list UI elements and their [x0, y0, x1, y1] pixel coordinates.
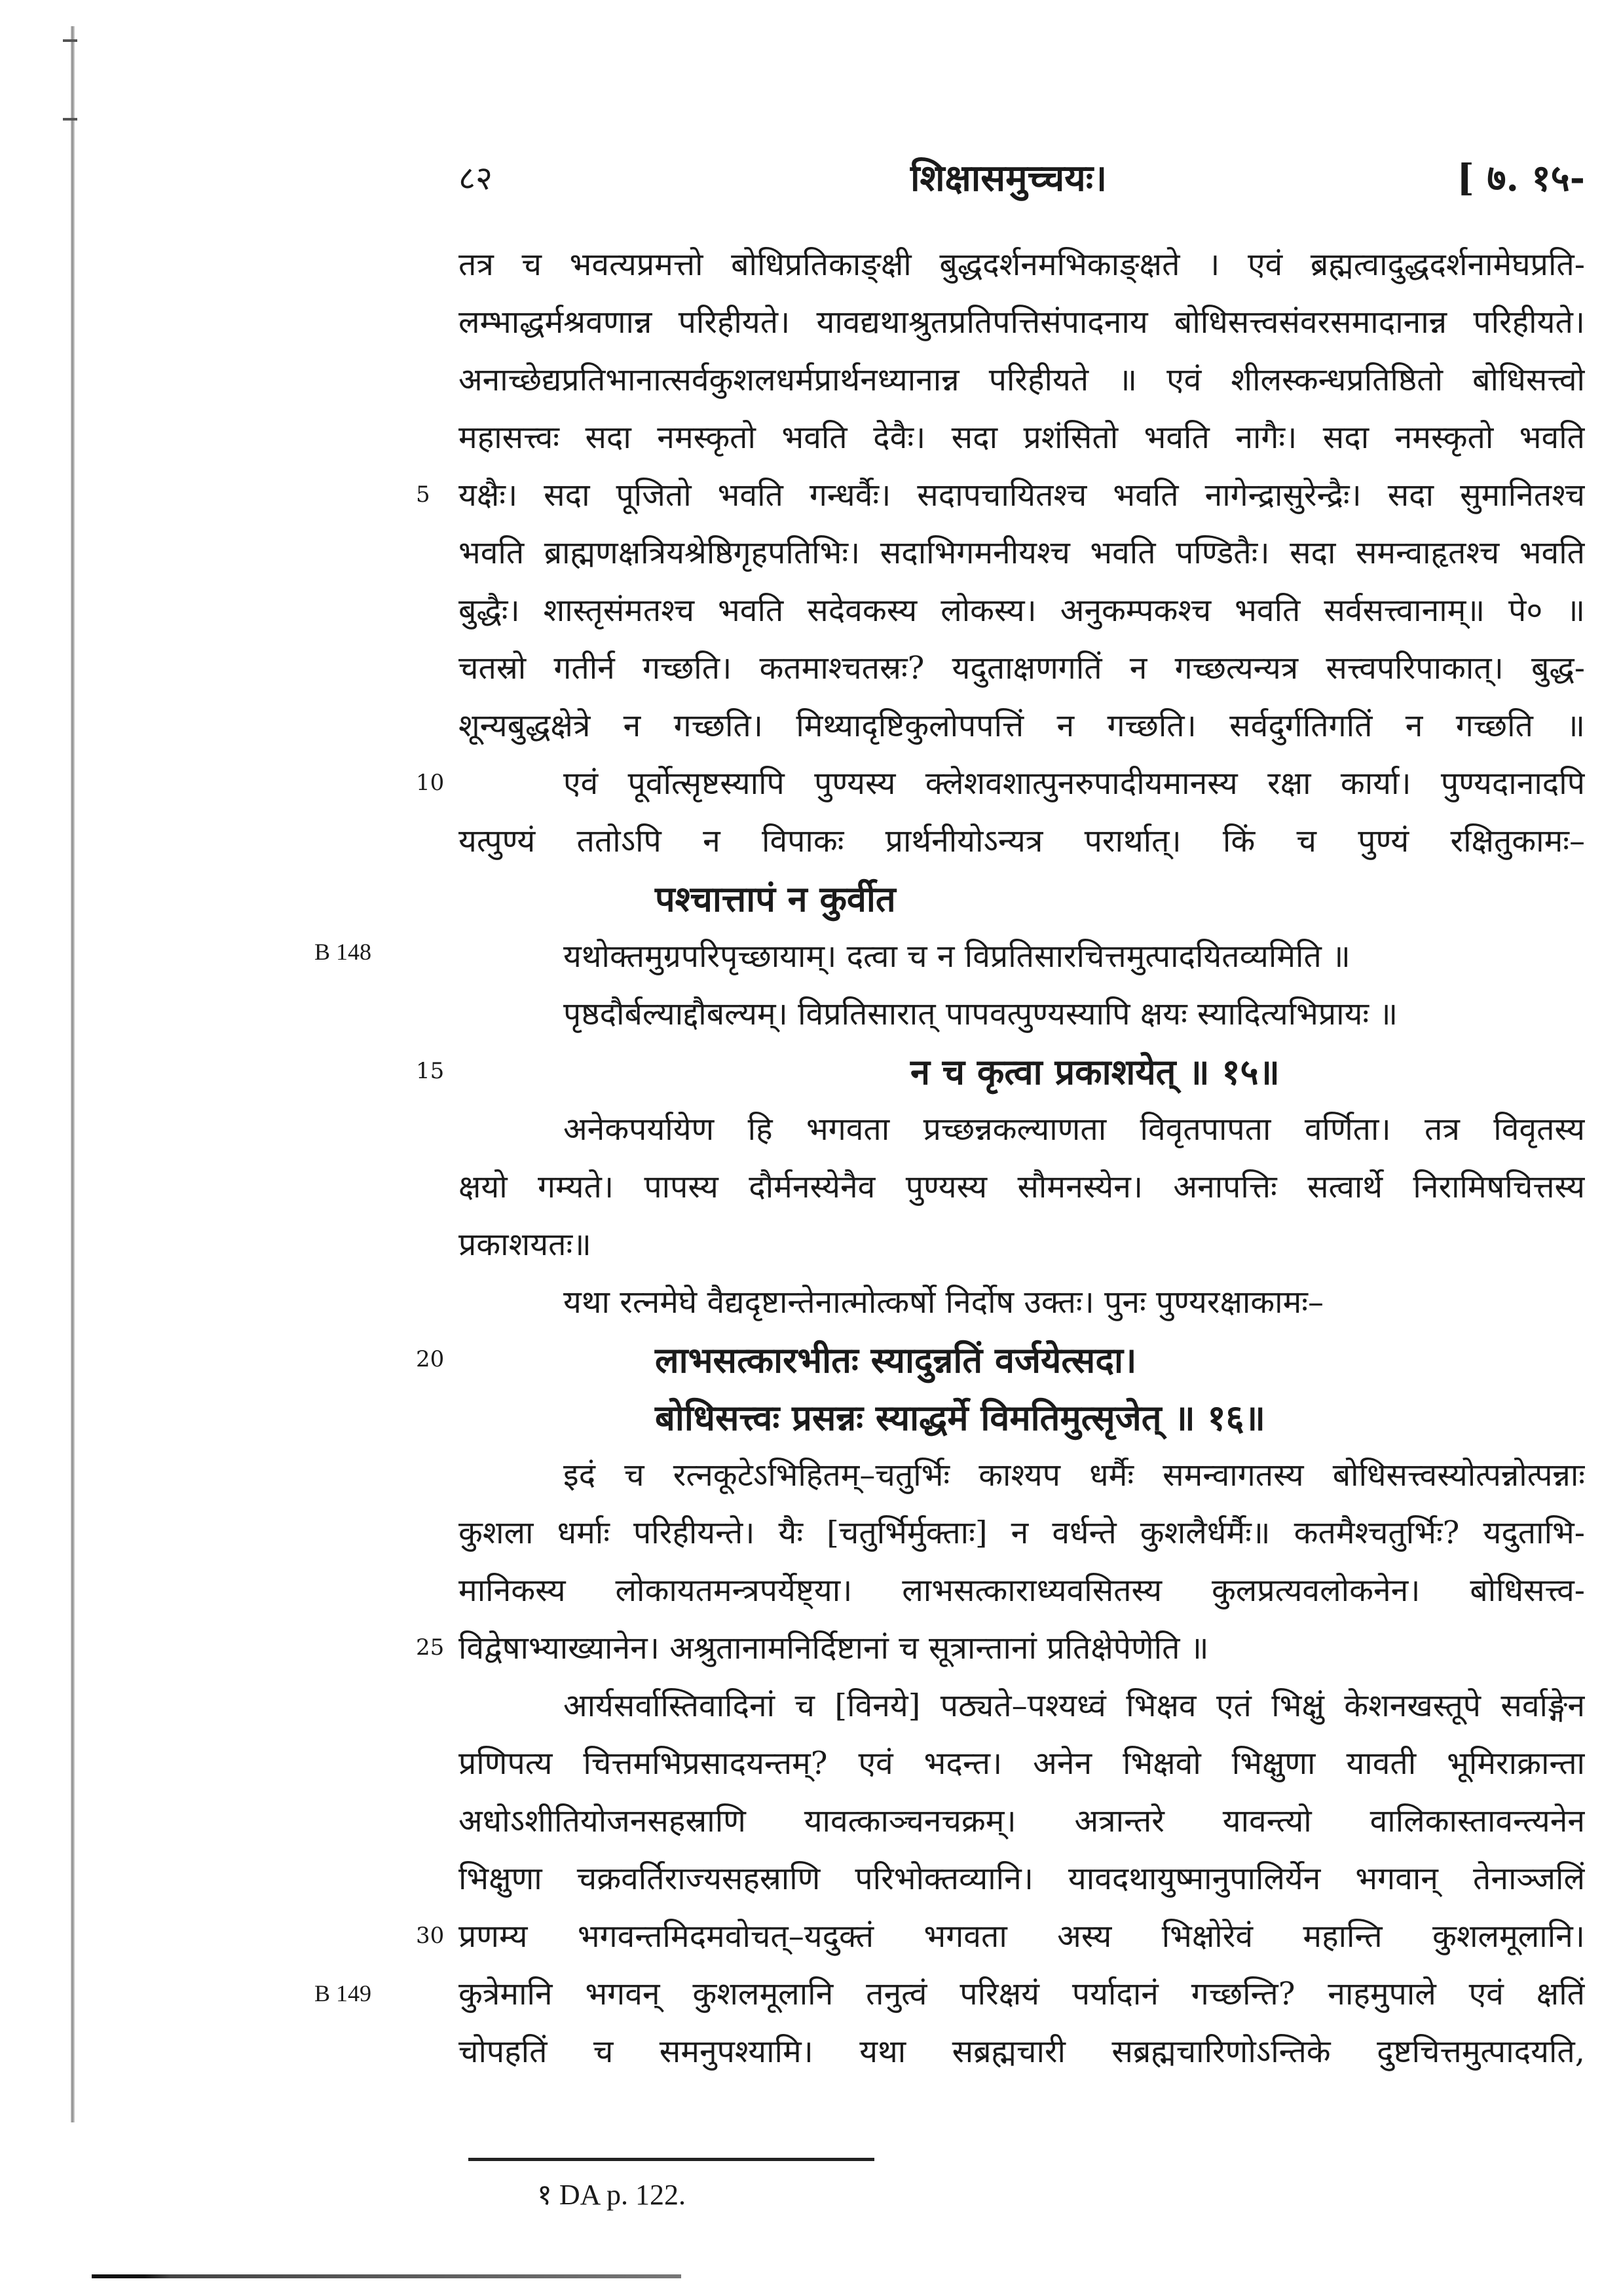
text-line: अनेकपर्यायेण हि भगवता प्रच्छन्नकल्याणता विवृतपापता वर्णिता। तत्र विवृतस्य [563, 1111, 1585, 1148]
text-line: भवति ब्राह्मणक्षत्रियश्रेष्ठिगृहपतिभिः। सदाभिगमनीयश्च भवति पण्डितैः। सदा समन्वाहृतश्च भवति [458, 535, 1585, 571]
text-line: महासत्त्वः सदा नमस्कृतो भवति देवैः। सदा प्रशंसितो भवति नागैः। सदा नमस्कृतो भवति [458, 419, 1585, 456]
text-line: चतस्रो गतीर्न गच्छति। कतमाश्चतस्रः? यदुताक्षणगतिं न गच्छत्यन्यत्र सत्त्वपरिपाकात्। बुद्ध- [458, 650, 1585, 687]
footnote: १ DA p. 122. [537, 2179, 686, 2211]
verse-line: बोधिसत्त्वः प्रसन्नः स्याद्धर्मे विमतिमुत्सृजेत् ॥ १६॥ [655, 1397, 1265, 1439]
text-line: भिक्षुणा चक्रवर्तिराज्यसहस्राणि परिभोक्तव्यानि। यावदथायुष्मानुपालिर्येन भगवान् तेनाञ्जलिं [458, 1860, 1585, 1897]
binding-mark [63, 39, 77, 42]
text-line: शून्यबुद्धक्षेत्रे न गच्छति। मिथ्यादृष्टिकुलोपपत्तिं न गच्छति। सर्वदुर्गतिगतिं न गच्छति ॥ [458, 707, 1585, 744]
text-line: तत्र च भवत्यप्रमत्तो बोधिप्रतिकाङ्क्षी बुद्धदर्शनमभिकाङ्क्षते । एवं ब्रह्मत्वादुद्धदर्शनामेघप्रति- [458, 246, 1585, 283]
text-line: अधोऽशीतियोजनसहस्राणि यावत्काञ्चनचक्रम्। अत्रान्तरे यावन्त्यो वालिकास्तावन्त्यनेन [458, 1803, 1585, 1839]
margin-reference: B 148 [314, 939, 372, 965]
text-line: कुशला धर्माः परिहीयन्ते। यैः [चतुर्भिर्मुक्ताः] न वर्धन्ते कुशलैर्धर्मैः॥ कतमैश्चतुर्भिः? यदुताभि- [458, 1515, 1585, 1551]
text-line: प्रणिपत्य चित्तमभिप्रसादयन्तम्? एवं भदन्त। अनेन भिक्षवो भिक्षुणा यावती भूमिराक्रान्ता [458, 1745, 1585, 1782]
verse-line: पश्चात्तापं न कुर्वीत [655, 878, 896, 920]
text-line: मानिकस्य लोकायतमन्त्रपर्येष्ट्या। लाभसत्काराध्यवसितस्य कुलप्रत्यवलोकनेन। बोधिसत्त्व- [458, 1572, 1585, 1609]
verse-line: लाभसत्कारभीतः स्यादुन्नतिं वर्जयेत्सदा। [655, 1339, 1137, 1381]
section-reference: [ ७. १५- [1457, 157, 1585, 200]
line-number: 15 [416, 1058, 445, 1084]
text-line: पृष्ठदौर्बल्याद्दौबल्यम्। विप्रतिसारात् पापवत्पुण्यस्यापि क्षयः स्यादित्यभिप्रायः ॥ [563, 996, 1398, 1032]
page-number: ८२ [458, 159, 493, 197]
running-title: शिक्षासमुच्चयः। [910, 157, 1108, 200]
page-binding-edge [71, 26, 75, 2122]
text-line: इदं च रत्नकूटेऽभिहितम्–चतुर्भिः काश्यप धर्मैः समन्वागतस्य बोधिसत्त्वस्योत्पन्नोत्पन्नाः [563, 1457, 1585, 1494]
line-number: 25 [416, 1634, 445, 1661]
margin-reference: B 149 [314, 1980, 372, 2006]
text-line: एवं पूर्वोत्सृष्टस्यापि पुण्यस्य क्लेशवशात्पुनरुपादीयमानस्य रक्षा कार्या। पुण्यदानादपि [563, 765, 1585, 802]
line-number: 20 [416, 1346, 445, 1372]
text-line: अनाच्छेद्यप्रतिभानात्सर्वकुशलधर्मप्रार्थनध्यानान्न परिहीयते ॥ एवं शीलस्कन्धप्रतिष्ठितो बोधिसत्त्वो [458, 362, 1585, 398]
line-number: 10 [416, 770, 445, 796]
text-line: आर्यसर्वास्तिवादिनां च [विनये] पठ्यते–पश्यध्वं भिक्षव एतं भिक्षुं केशनखस्तूपे सर्वाङ्गेन [563, 1687, 1585, 1724]
line-number: 30 [416, 1923, 445, 1949]
text-line: यथोक्तमुग्रपरिपृच्छायाम्। दत्वा च न विप्रतिसारचित्तमुत्पादयितव्यमिति ॥ [563, 938, 1351, 975]
text-line: बुद्धैः। शास्तृसंमतश्च भवति सदेवकस्य लोकस्य। अनुकम्पकश्च भवति सर्वसत्त्वानाम्॥ पे० ॥ [458, 592, 1585, 629]
text-line: प्रकाशयतः॥ [458, 1226, 591, 1263]
text-line: यक्षैः। सदा पूजितो भवति गन्धर्वैः। सदापचायितश्च भवति नागेन्द्रासुरेन्द्रैः। सदा सुमानितश्च [458, 477, 1585, 514]
verse-line: न च कृत्वा प्रकाशयेत् ॥ १५॥ [910, 1051, 1280, 1093]
line-number: 5 [416, 481, 430, 508]
text-line: चोपहतिं च समनुपश्यामि। यथा सब्रह्मचारी सब्रह्मचारिणोऽन्तिके दुष्टचित्तमुत्पादयति, [458, 2033, 1585, 2070]
text-line: विद्वेषाभ्याख्यानेन। अश्रुतानामनिर्दिष्टानां च सूत्रान्तानां प्रतिक्षेपेणेति ॥ [458, 1630, 1209, 1666]
binding-mark [63, 118, 77, 121]
text-line: प्रणम्य भगवन्तमिदमवोचत्–यदुक्तं भगवता अस्य भिक्षोरेवं महान्ति कुशलमूलानि। [458, 1918, 1585, 1955]
text-line: क्षयो गम्यते। पापस्य दौर्मनस्येनैव पुण्यस्य सौमनस्येन। अनापत्तिः सत्वार्थे निरामिषचित्तस्य [458, 1169, 1585, 1205]
scan-edge-bar [92, 2274, 681, 2278]
text-line: यथा रत्नमेघे वैद्यदृष्टान्तेनात्मोत्कर्षो निर्दोष उक्तः। पुनः पुण्यरक्षाकामः– [563, 1284, 1324, 1321]
text-line: यत्पुण्यं ततोऽपि न विपाकः प्रार्थनीयोऽन्यत्र परार्थात्। किं च पुण्यं रक्षितुकामः– [458, 823, 1585, 859]
text-line: कुत्रेमानि भगवन् कुशलमूलानि तनुत्वं परिक्षयं पर्यादानं गच्छन्ति? नाहमुपाले एवं क्षतिं [458, 1976, 1585, 2012]
footnote-rule [468, 2158, 874, 2161]
running-header [458, 149, 1585, 208]
text-line: लम्भाद्धर्मश्रवणान्न परिहीयते। यावद्यथाश्रुतप्रतिपत्तिसंपादनाय बोधिसत्त्वसंवरसमादानान्न परिहीयते। [458, 304, 1585, 341]
